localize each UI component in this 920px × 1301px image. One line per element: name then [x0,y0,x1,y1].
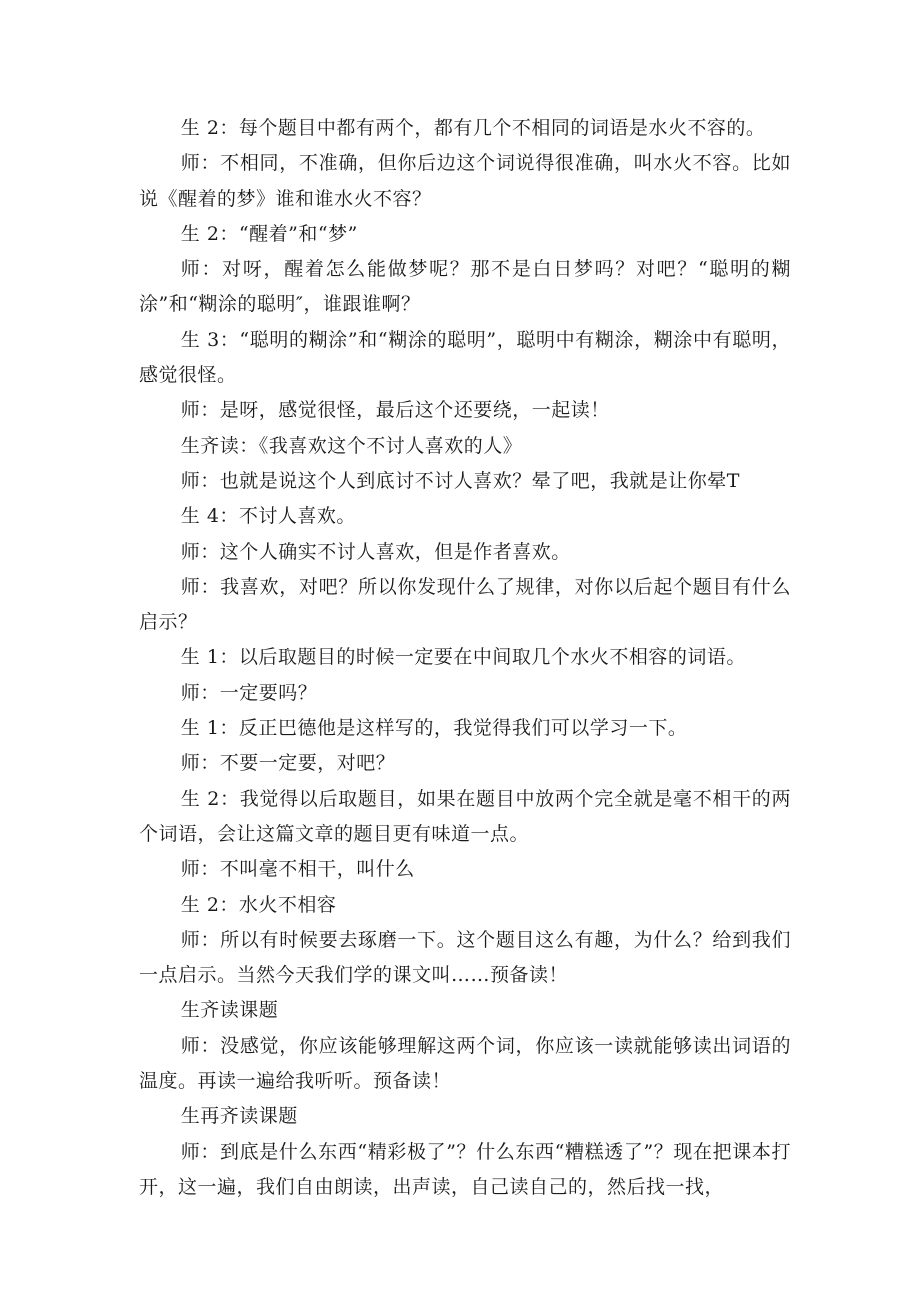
paragraph: 师：到底是什么东西“精彩极了”？什么东西“糟糕透了”？现在把课本打开，这一遍，我们自由朗读，出声读，自己读自己的，然后找一找， [139,1140,791,1198]
paragraph: 生再齐读课题 [180,1105,298,1128]
paragraph: 师：也就是说这个人到底讨不讨人喜欢？晕了吧，我就是让你晕T [180,469,740,492]
paragraph: 生齐读课题 [180,999,279,1022]
paragraph: 师：一定要吗？ [180,681,318,704]
paragraph: 师：不相同，不准确，但你后边这个词说得很准确，叫水火不容。比如说《醒着的梦》谁和谁水火不容？ [139,152,791,210]
paragraph: 师：没感觉，你应该能够理解这两个词，你应该一读就能够读出词语的温度。再读一遍给我听听。预备读！ [139,1034,791,1093]
paragraph: 师：不叫毫不相干，叫什么 [180,858,415,881]
paragraph: 师：对呀，醒着怎么能做梦呢？那不是白日梦吗？对吧？“聪明的糊涂”和“糊涂的聪明″，谁跟谁啊？ [139,258,791,316]
paragraph: 师：我喜欢，对吧？所以你发现什么了规律，对你以后起个题目有什么启示？ [139,575,791,634]
paragraph: 生 3：“聪明的糊涂”和“糊涂的聪明”，聪明中有糊涂，糊涂中有聪明，感觉很怪。 [139,328,791,387]
document-body [139,111,791,1205]
paragraph: 生 1：反正巴德他是这样写的，我觉得我们可以学习一下。 [180,717,688,740]
paragraph: 生 4：不讨人喜欢。 [180,505,356,528]
paragraph: 生 1：以后取题目的时候一定要在中间取几个水火不相容的词语。 [180,646,746,669]
paragraph: 生 2：每个题目中都有两个，都有几个不相同的词语是水火不容的。 [180,117,766,139]
paragraph: 生 2：水火不相容 [180,893,337,916]
paragraph: 生齐读：《我喜欢这个不讨人喜欢的人》 [180,434,523,457]
paragraph: 师：不要一定要，对吧？ [180,752,396,775]
paragraph: 生 2：“醒着”和“梦” [180,222,358,245]
paragraph: 师：所以有时候要去琢磨一下。这个题目这么有趣，为什么？给到我们一点启示。当然今天我们学的课文叫……预备读！ [139,928,791,987]
paragraph: 生 2：我觉得以后取题目，如果在题目中放两个完全就是毫不相干的两个词语，会让这篇文章的题目更有味道一点。 [139,787,791,845]
paragraph: 师：这个人确实不讨人喜欢，但是作者喜欢。 [180,540,571,563]
paragraph: 师：是呀，感觉很怪，最后这个还要绕，一起读！ [180,399,610,422]
